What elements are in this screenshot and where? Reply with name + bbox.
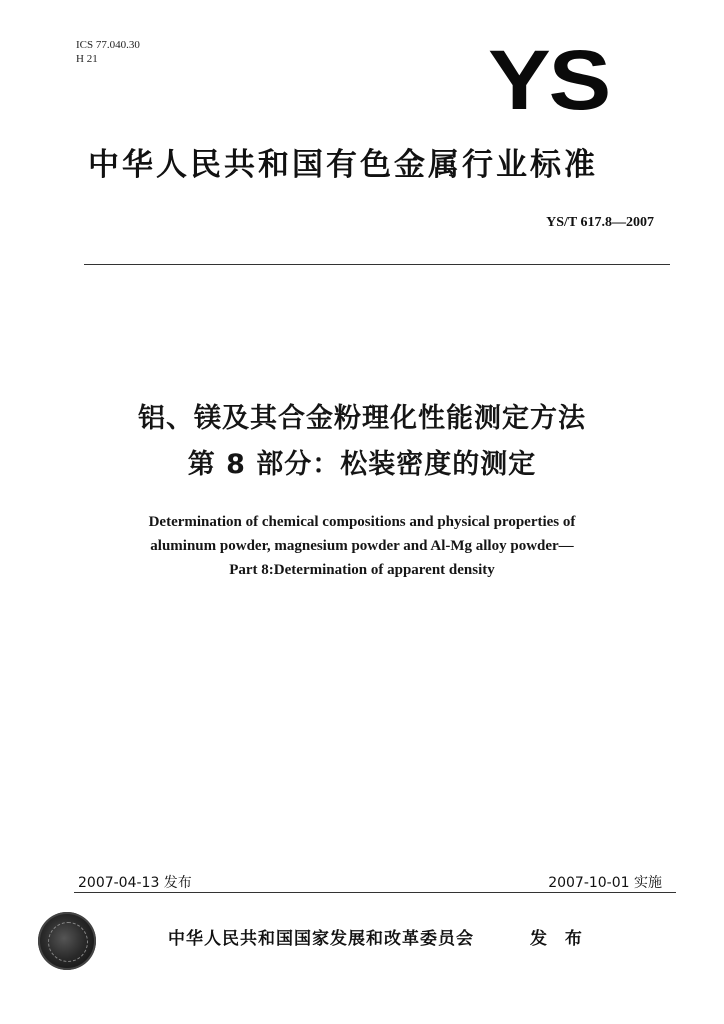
class-code: H 21 [76, 53, 98, 65]
title-en [0, 510, 724, 582]
title-en-line2: aluminum powder, magnesium powder and Al-Mg alloy powder— [150, 538, 574, 554]
ics-code: ICS 77.040.30 [76, 39, 140, 51]
official-seal-icon [38, 912, 96, 970]
publisher-name: 中华人民共和国国家发展和改革委员会 [168, 929, 474, 949]
title-en-line1: Determination of chemical compositions and physical properties of [148, 514, 576, 530]
effective-date: 2007-10-01 实施 [548, 875, 662, 891]
ics-classification [76, 38, 140, 66]
ys-logo: YS [488, 33, 610, 127]
title-cn-line1: 铝、镁及其合金粉理化性能测定方法 [138, 403, 586, 434]
title-en-line3: Part 8:Determination of apparent density [229, 562, 495, 578]
title-cn-line2: 第 8 部分：松装密度的测定 [187, 449, 537, 480]
footer-divider [74, 892, 676, 893]
standard-number: YS/T 617.8—2007 [546, 215, 654, 230]
publish-label: 发 布 [530, 929, 588, 949]
organization-title: 中华人民共和国有色金属行业标准 [88, 147, 598, 183]
issue-date: 2007-04-13 发布 [78, 875, 192, 891]
header-divider [84, 264, 670, 265]
